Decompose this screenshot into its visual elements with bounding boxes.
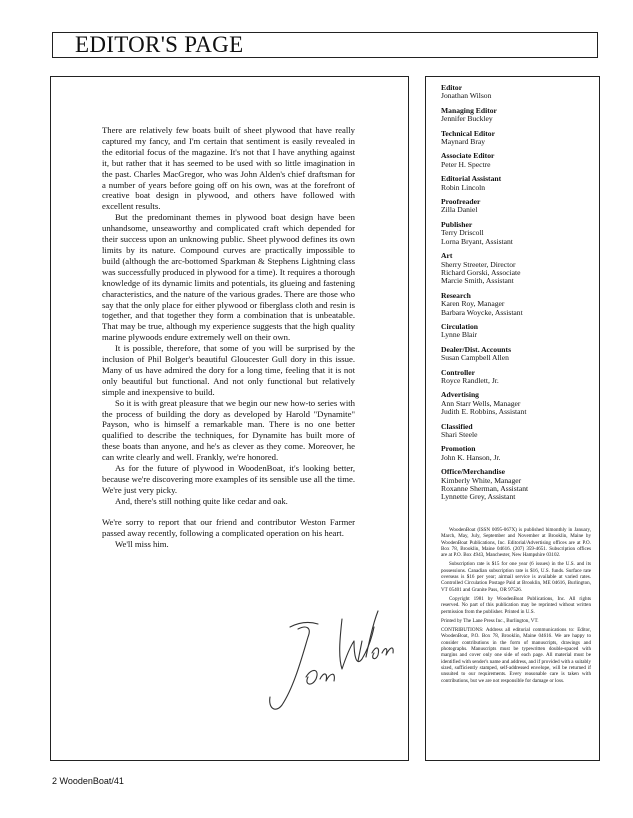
paragraph: As for the future of plywood in WoodenBoat, it's looking better, because we're discovering more examples of its sensible use all the time. We're just very picky. xyxy=(102,463,355,495)
contributions-notice: CONTRIBUTIONS: Address all editorial communications to: Editor, WoodenBoat, P.O. Box 78, Brooklin, Maine 04616. We are happy to consider contributions in the form of manuscripts, drawings and photographs. Manuscripts must be typewritten double-spaced with margins and cover only one side of each page. All material must be identified with sender's name and address, and if provided with a suitably sized, sufficiently stamped, self-addressed envelope, will be returned if unsuited to our requirements. Every reasonable care is taken with contributions, but we are not responsible for damage or loss. xyxy=(441,627,591,684)
masthead-role: Managing Editor xyxy=(441,105,497,115)
masthead-name: Marcie Smith, Assistant xyxy=(441,276,514,286)
masthead-group xyxy=(441,445,591,462)
masthead-group xyxy=(441,468,591,502)
page-footer: 2 WoodenBoat/41 xyxy=(52,776,124,786)
masthead-name: Peter H. Spectre xyxy=(441,159,491,169)
masthead-group xyxy=(441,369,591,386)
masthead-role: Classified xyxy=(441,421,473,431)
masthead-name: Terry Driscoll xyxy=(441,228,484,238)
masthead-column xyxy=(425,76,600,761)
masthead-group xyxy=(441,292,591,317)
masthead-role: Editorial Assistant xyxy=(441,174,502,184)
masthead-role: Editor xyxy=(441,83,463,92)
masthead-name: Lynnette Grey, Assistant xyxy=(441,492,516,502)
masthead-name: Roxanne Sherman, Assistant xyxy=(441,484,529,494)
masthead-role: Technical Editor xyxy=(441,128,495,138)
paragraph: So it is with great pleasure that we begin our new how-to series with the process of building the dory as developed by Harold "Dynamite" Payson, who is himself a remarkable man. There is no one better qualified to describe the techniques, for Dynamite has built more of these boats than anyone, and he's as clever as they come. Moreover, he can write clearly and well. Frankly, we're honored. xyxy=(102,397,355,463)
masthead-name: Kimberly White, Manager xyxy=(441,475,522,485)
masthead-name: Robin Lincoln xyxy=(441,182,486,192)
masthead-name: John K. Hanson, Jr. xyxy=(441,452,501,462)
masthead-name: Susan Campbell Allen xyxy=(441,353,509,363)
masthead-name: Sherry Streeter, Director xyxy=(441,259,516,269)
masthead-group xyxy=(441,152,591,169)
masthead-name: Judith E. Robbins, Assistant xyxy=(441,407,527,417)
editor-signature xyxy=(246,597,406,717)
masthead-name: Maynard Bray xyxy=(441,137,486,147)
paragraph: We're sorry to report that our friend and contributor Weston Farmer passed away recently, following a complicated operation on his heart. xyxy=(102,516,355,538)
masthead-group xyxy=(441,84,591,101)
masthead-group xyxy=(441,423,591,440)
masthead-role: Associate Editor xyxy=(441,151,495,161)
paragraph: And, there's still nothing quite like cedar and oak. xyxy=(115,495,288,506)
masthead-name: Lynne Blair xyxy=(441,330,478,340)
masthead-role: Dealer/Dist. Accounts xyxy=(441,344,512,354)
masthead-name: Barbara Woycke, Assistant xyxy=(441,307,523,317)
publication-notice xyxy=(441,527,591,687)
masthead-role: Advertising xyxy=(441,390,479,400)
paragraph: We'll miss him. xyxy=(115,538,169,549)
masthead-list xyxy=(441,84,591,508)
masthead-role: Promotion xyxy=(441,444,476,454)
printer-credit: Printed by The Lane Press Inc., Burlington, VT. xyxy=(441,617,539,624)
masthead-role: Circulation xyxy=(441,321,478,331)
notice-paragraph: Copyright 1981 by WoodenBoat Publications, Inc. All rights reserved. No part of this publication may be reprinted without written permission from the publisher. Printed in U.S. xyxy=(441,595,591,615)
masthead-group xyxy=(441,221,591,246)
masthead-group xyxy=(441,252,591,286)
paragraph: There are relatively few boats built of sheet plywood that have really captured my fancy, and I'm certain that sentiment is easily revealed in the editorial focus of the magazine. It's not that I have anything against it, but rather that it has seemed to be used with so little imagination in the past. Charles MacGregor, who was John Alden's chief draftsman for a number of years before going off on his own, was at the forefront of creative boat design in plywood, and others have followed with excellent results. xyxy=(102,125,355,212)
masthead-group xyxy=(441,130,591,147)
masthead-name: Zilla Daniel xyxy=(441,205,478,215)
editorial-column xyxy=(50,76,409,761)
masthead-group xyxy=(441,391,591,416)
page-header xyxy=(52,32,598,58)
masthead-name: Royce Randlett, Jr. xyxy=(441,375,499,385)
masthead-group xyxy=(441,323,591,340)
editorial-text xyxy=(102,125,355,549)
masthead-group xyxy=(441,198,591,215)
paragraph: It is possible, therefore, that some of you will be surprised by the inclusion of Phil Bolger's beautiful Gloucester Gull dory in this issue. Many of us have admired the dory for a long time, feeling that it is not only beautiful but functional. And not only functional but relatively simple and inexpensive to build. xyxy=(102,343,355,397)
masthead-group xyxy=(441,107,591,124)
notice-paragraph: Subscription rate is $15 for one year (6 issues) in the U.S. and its possessions. Canadian subscription rate is $16, U.S. funds. Surface rate overseas is $16 per year; airmail service is available at varied rates. Controlled Circulation Postage Paid at Brooklin, ME 04616, Burlington, VT 05401 and Granite Pass, OR 97526. xyxy=(441,561,591,593)
masthead-role: Office/Merchandise xyxy=(441,467,505,477)
masthead-role: Publisher xyxy=(441,219,473,229)
masthead-role: Controller xyxy=(441,367,476,377)
masthead-group xyxy=(441,346,591,363)
masthead-name: Jennifer Buckley xyxy=(441,114,493,124)
masthead-role: Research xyxy=(441,290,471,300)
masthead-group xyxy=(441,175,591,192)
masthead-name: Richard Gorski, Associate xyxy=(441,267,521,277)
masthead-name: Shari Steele xyxy=(441,430,478,439)
masthead-role: Art xyxy=(441,251,453,261)
notice-paragraph: WoodenBoat (ISSN 0095-067X) is published bimonthly in January, March, May, July, September and November at Brooklin, Maine by WoodenBoat Publications, Inc. Editorial/Advertising offices are at P.O. Box 78, Brooklin, Maine 04616. (207) 359-4651. Subscription offices are at P.O. Box 4943, Manchester, New Hampshire 03102. xyxy=(441,527,591,559)
masthead-name: Karen Roy, Manager xyxy=(441,299,505,309)
masthead-name: Ann Starr Wells, Manager xyxy=(441,398,521,408)
paragraph: But the predominant themes in plywood boat design have been unhandsome, unseaworthy and complicated craft which depended for their success upon an unknowing public. Sheet plywood defines its own limits by its nature. Compound curves are practically impossible to build (although the arc-bottomed Sparkman & Stephens Lightning class was successfully produced in plywood for a time). It requires a thorough knowledge of its dynamic limits and potentials, its glueing and fastening characteristics, and the nature of the various grades. There are those who say that the only place for either plywood or fiberglass cloth and resin is together, and that together they form a combination that is unbeatable. That may be true, although my experience suggests that the high quality marine plywoods endure extremely well on their own. xyxy=(102,212,355,343)
masthead-role: Proofreader xyxy=(441,197,481,207)
page-title: EDITOR'S PAGE xyxy=(75,32,244,57)
masthead-name: Lorna Bryant, Assistant xyxy=(441,236,513,246)
masthead-name: Jonathan Wilson xyxy=(441,91,492,101)
